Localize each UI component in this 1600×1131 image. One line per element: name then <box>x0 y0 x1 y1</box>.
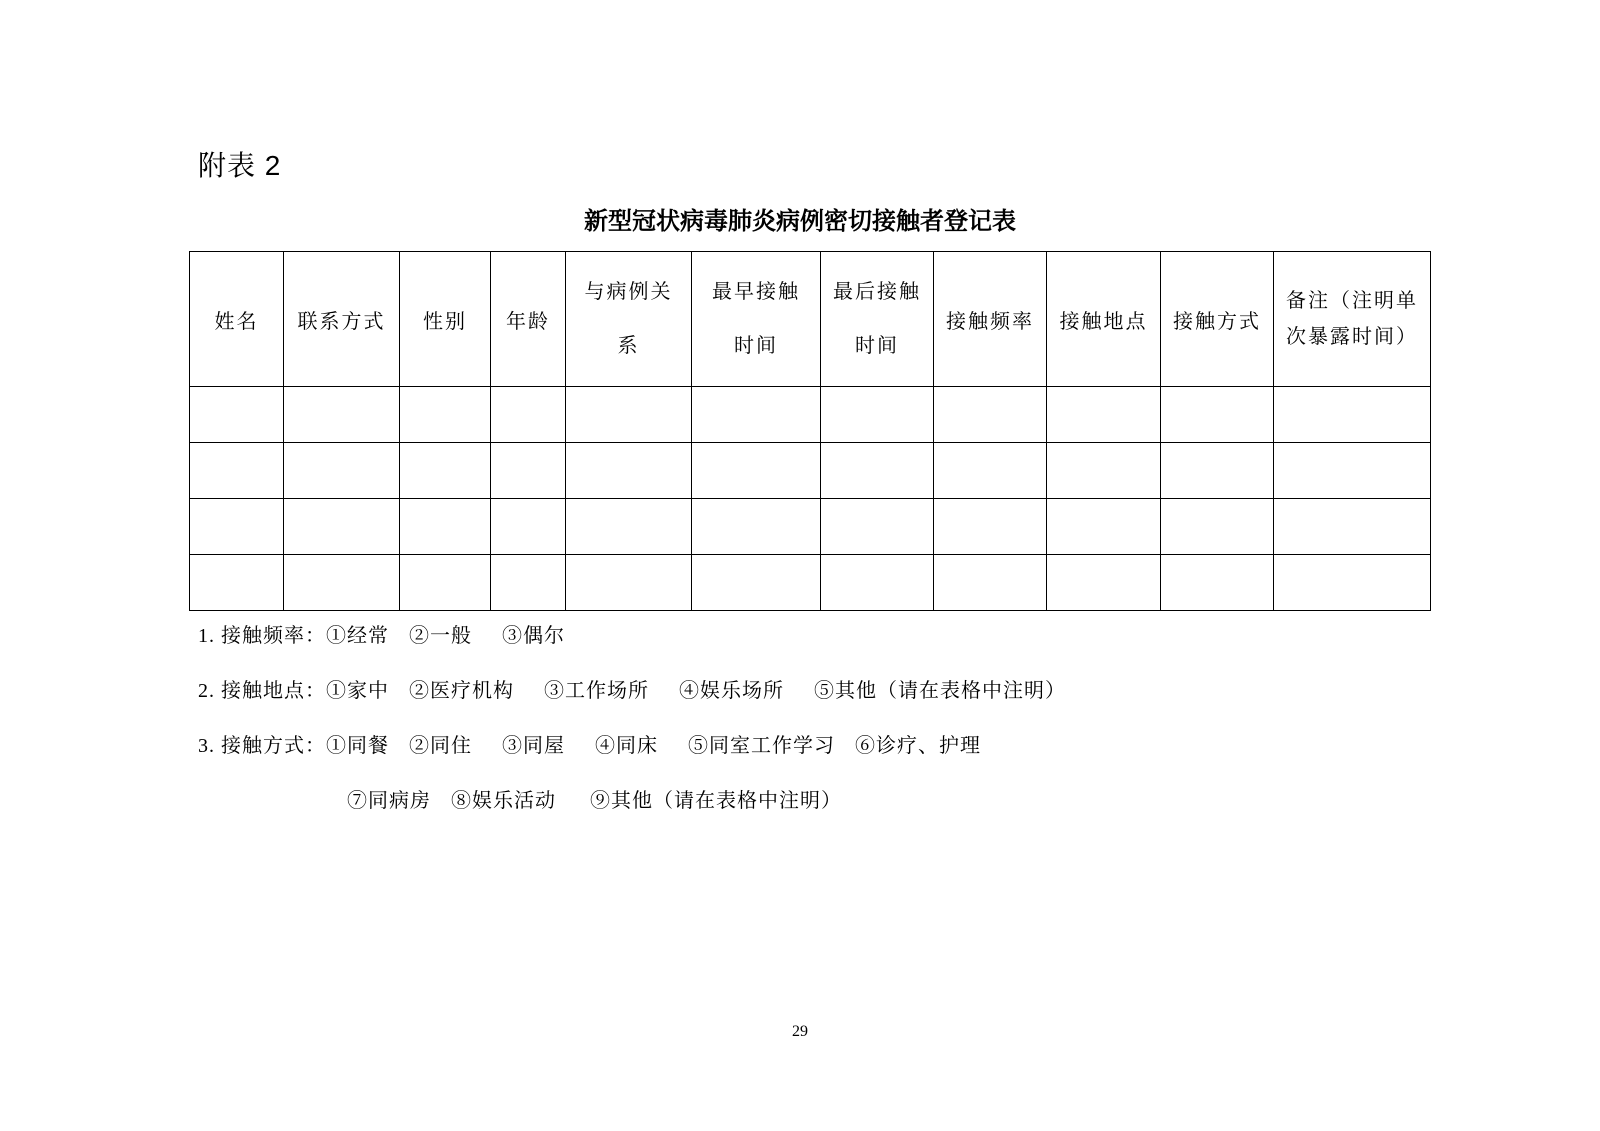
legend-prefix: 1. 接触频率： <box>198 625 326 647</box>
cell-contact-frequency[interactable] <box>934 555 1047 611</box>
cell-contact-method[interactable] <box>1161 555 1274 611</box>
cell-name[interactable] <box>190 499 284 555</box>
cell-last-contact-time[interactable] <box>821 555 934 611</box>
header-last-contact-time: 最后接触 时间 <box>821 252 934 387</box>
cell-contact-info[interactable] <box>284 499 400 555</box>
cell-contact-location[interactable] <box>1047 443 1161 499</box>
cell-last-contact-time[interactable] <box>821 387 934 443</box>
table-row <box>190 499 1431 555</box>
page-number: 29 <box>792 1023 808 1040</box>
header-contact-frequency: 接触频率 <box>934 252 1047 387</box>
legend-option: ④同床 <box>595 735 658 757</box>
cell-relationship[interactable] <box>566 387 692 443</box>
table-row <box>190 387 1431 443</box>
header-first-contact-time: 最早接触 时间 <box>692 252 821 387</box>
cell-first-contact-time[interactable] <box>692 499 821 555</box>
cell-contact-location[interactable] <box>1047 387 1161 443</box>
cell-age[interactable] <box>491 443 566 499</box>
cell-contact-location[interactable] <box>1047 499 1161 555</box>
cell-remarks[interactable] <box>1274 443 1431 499</box>
header-relationship: 与病例关 系 <box>566 252 692 387</box>
legend-prefix: 2. 接触地点： <box>198 680 326 702</box>
cell-last-contact-time[interactable] <box>821 499 934 555</box>
legend-contact-frequency <box>198 622 585 650</box>
legend-option: ②医疗机构 <box>409 680 514 702</box>
cell-contact-frequency[interactable] <box>934 387 1047 443</box>
legend-option: ③偶尔 <box>502 625 565 647</box>
table-row <box>190 555 1431 611</box>
cell-age[interactable] <box>491 555 566 611</box>
cell-age[interactable] <box>491 387 566 443</box>
table-title: 新型冠状病毒肺炎病例密切接触者登记表 <box>584 208 1016 235</box>
cell-relationship[interactable] <box>566 555 692 611</box>
legend-option: ③工作场所 <box>544 680 649 702</box>
legend-option: ②同住 <box>409 735 472 757</box>
table-row <box>190 443 1431 499</box>
legend-option: ①经常 <box>326 625 389 647</box>
header-contact-location: 接触地点 <box>1047 252 1161 387</box>
cell-gender[interactable] <box>400 499 491 555</box>
header-gender: 性别 <box>400 252 491 387</box>
legend-option: ④娱乐场所 <box>679 680 784 702</box>
legend-option: ③同屋 <box>502 735 565 757</box>
legend-option: ⑤其他（请在表格中注明） <box>814 680 1066 702</box>
cell-name[interactable] <box>190 443 284 499</box>
cell-relationship[interactable] <box>566 443 692 499</box>
legend-contact-method-continued <box>347 787 842 815</box>
cell-age[interactable] <box>491 499 566 555</box>
header-contact-info: 联系方式 <box>284 252 400 387</box>
cell-remarks[interactable] <box>1274 499 1431 555</box>
appendix-label: 附表 2 <box>198 150 282 181</box>
cell-contact-location[interactable] <box>1047 555 1161 611</box>
cell-contact-info[interactable] <box>284 387 400 443</box>
legend-option: ⑦同病房 <box>347 790 431 812</box>
cell-first-contact-time[interactable] <box>692 387 821 443</box>
cell-gender[interactable] <box>400 443 491 499</box>
header-age: 年龄 <box>491 252 566 387</box>
legend-option: ①家中 <box>326 680 389 702</box>
cell-name[interactable] <box>190 555 284 611</box>
cell-contact-method[interactable] <box>1161 499 1274 555</box>
header-remarks: 备注（注明单 次暴露时间） <box>1274 252 1431 387</box>
header-contact-method: 接触方式 <box>1161 252 1274 387</box>
cell-remarks[interactable] <box>1274 555 1431 611</box>
cell-gender[interactable] <box>400 387 491 443</box>
cell-gender[interactable] <box>400 555 491 611</box>
legend-option: ⑥诊疗、护理 <box>855 735 981 757</box>
cell-remarks[interactable] <box>1274 387 1431 443</box>
legend-option: ⑧娱乐活动 <box>451 790 556 812</box>
header-name: 姓名 <box>190 252 284 387</box>
cell-last-contact-time[interactable] <box>821 443 934 499</box>
legend-option: ①同餐 <box>326 735 389 757</box>
cell-contact-method[interactable] <box>1161 443 1274 499</box>
legend-contact-location <box>198 677 1066 705</box>
cell-first-contact-time[interactable] <box>692 443 821 499</box>
legend-contact-method <box>198 732 981 760</box>
cell-contact-info[interactable] <box>284 555 400 611</box>
legend-option: ⑨其他（请在表格中注明） <box>590 790 842 812</box>
cell-first-contact-time[interactable] <box>692 555 821 611</box>
cell-contact-frequency[interactable] <box>934 499 1047 555</box>
cell-name[interactable] <box>190 387 284 443</box>
cell-contact-method[interactable] <box>1161 387 1274 443</box>
cell-relationship[interactable] <box>566 499 692 555</box>
legend-prefix: 3. 接触方式： <box>198 735 326 757</box>
table-header-row <box>190 252 1431 387</box>
legend-option: ⑤同室工作学习 <box>688 735 835 757</box>
contact-register-table <box>189 251 1431 611</box>
legend-option: ②一般 <box>409 625 472 647</box>
cell-contact-frequency[interactable] <box>934 443 1047 499</box>
cell-contact-info[interactable] <box>284 443 400 499</box>
